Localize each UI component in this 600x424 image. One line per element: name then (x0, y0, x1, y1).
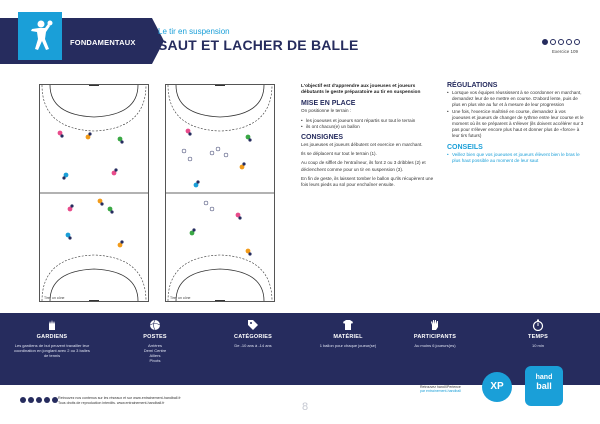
youtube-icon[interactable] (28, 397, 34, 403)
footer-text: Au moins 6 joueurs(es) (414, 343, 456, 348)
consignes-paragraph: Ils se déplacent sur tout le terrain (1). (301, 151, 377, 157)
ball-icon (149, 319, 161, 331)
bottom-info (58, 396, 181, 406)
footer-title: MATÉRIEL (333, 334, 363, 340)
footer-temps (508, 319, 568, 348)
level-dot-icon (550, 39, 556, 45)
conseils-heading: CONSEILS (447, 143, 483, 151)
consignes-paragraph: En fin de geste, ils laissent tomber le ballon qu'ils récupèrent une fois leurs pieds au sol pour enchaîner ensuite. (301, 175, 434, 188)
handball-player-logo (18, 12, 62, 60)
tag-icon (247, 319, 259, 331)
mise-en-place-list (301, 118, 439, 130)
bottom-line: Tous droits de reproduction interdits. www.entrainement-handball.fr (58, 400, 165, 405)
regulations-heading: RÉGULATIONS (447, 82, 498, 89)
level-dot-icon (566, 39, 572, 45)
footer-participants (400, 319, 470, 348)
email-icon[interactable] (44, 397, 50, 403)
list-item: • ils ont chacun(e) un ballon (301, 124, 439, 130)
footer-postes (122, 319, 188, 363)
player-icon (25, 19, 55, 53)
goalkeeper-glove-icon (46, 319, 58, 331)
conseils-list (447, 152, 585, 164)
page-title: SAUT ET LACHER DE BALLE (158, 37, 359, 53)
footer-text: Les gardiens de but peuvent travailler leur coordination en jonglant avec 2 ou 3 balles de tennis (14, 343, 90, 358)
field-diagram-right (165, 84, 275, 302)
footer-text: Arrières Demi Centre Ailiers Pivots (143, 343, 167, 363)
page-subtitle: Le tir en suspension (158, 27, 230, 36)
regulations-column (447, 82, 585, 164)
bottom-line: Retrouvez nos contenus sur les réseaux et sur www.entrainement-handball.fr (58, 396, 181, 400)
info-footer (0, 313, 600, 385)
footer-categories (218, 319, 288, 348)
list-item: • Une fois, l'exercice maîtrisé en course, demandez à vos joueuses et joueurs de changer de rythme entre leur course et le moment où ils se préparent à s'élever (ils doivent accélérer sur 3 pas pour s'élever encore plus haut et donner plus de «force» à leur tirs futurs) (447, 109, 585, 140)
level-dot-icon (574, 39, 580, 45)
footer-text: De -10 ans à -14 ans (234, 343, 272, 348)
xp-logo: XP (482, 372, 512, 402)
court-right-svg (166, 85, 274, 301)
level-dot-icon (542, 39, 548, 45)
stopwatch-icon (532, 319, 544, 331)
list-item: • Lorsque vos équipes réussissent à se coordonner en marchant, demandez leur de se mettre en course. D'abord lente, puis de plus en plus vite au fur et à mesure de leur progression (447, 90, 585, 109)
court-left-svg (40, 85, 148, 301)
list-item: • les joueuses et joueurs sont répartis sur tout le terrain (301, 118, 439, 124)
hand-icon (429, 319, 441, 331)
footer-gardiens (14, 319, 90, 358)
handxperience-label: Retrouvez handXPerience par entrainement-handball (420, 385, 461, 393)
difficulty-icons (542, 39, 580, 45)
page-header (0, 0, 600, 64)
footer-title: GARDIENS (36, 334, 68, 340)
field-caption-right: Tirer un cône (170, 296, 191, 300)
consignes-paragraph: Les joueuses et joueurs débutent cet exercice en marchant. (301, 142, 423, 148)
footer-title: CATÉGORIES (234, 334, 272, 340)
exercise-number: Exercice 109 (551, 49, 578, 54)
social-links (20, 397, 58, 403)
instagram-icon[interactable] (36, 397, 42, 403)
mise-en-place-heading: MISE EN PLACE (301, 100, 356, 108)
section-label: FONDAMENTAUX (70, 38, 136, 47)
page-number: 8 (302, 401, 309, 413)
regulations-list (447, 90, 585, 140)
list-item: • Veillez bien que vos joueuses et joueurs élèvent bien le bras le plus haut possible au moment de leur saut (447, 152, 585, 164)
level-dot-icon (558, 39, 564, 45)
footer-materiel (308, 319, 388, 348)
handball-logo: hand ball (525, 366, 563, 406)
footer-title: POSTES (143, 334, 167, 340)
field-diagram-left (39, 84, 149, 302)
footer-text: 10 min (531, 343, 544, 348)
footer-text: 1 ballon pour chaque joueur(se) (319, 343, 377, 348)
consignes-paragraph: Au coup de sifflet de l'entraîneur, ils font 2 ou 3 dribbles (2) et déclenchent comme pour un tir en suspension (3). (301, 160, 426, 172)
consignes-heading: CONSIGNES (301, 134, 344, 142)
field-caption-left: Tirer un cône (44, 296, 65, 300)
instructions-column (301, 84, 439, 191)
mise-en-place-text: On positionne le terrain : (301, 108, 352, 114)
facebook-icon[interactable] (20, 397, 26, 403)
footer-title: PARTICIPANTS (413, 334, 457, 340)
objective-text: L'objectif est d'apprendre aux joueuses et joueurs débutants le geste préparatoire au tir en suspension (301, 84, 421, 96)
shirt-icon (342, 319, 354, 331)
footer-title: TEMPS (528, 334, 548, 340)
